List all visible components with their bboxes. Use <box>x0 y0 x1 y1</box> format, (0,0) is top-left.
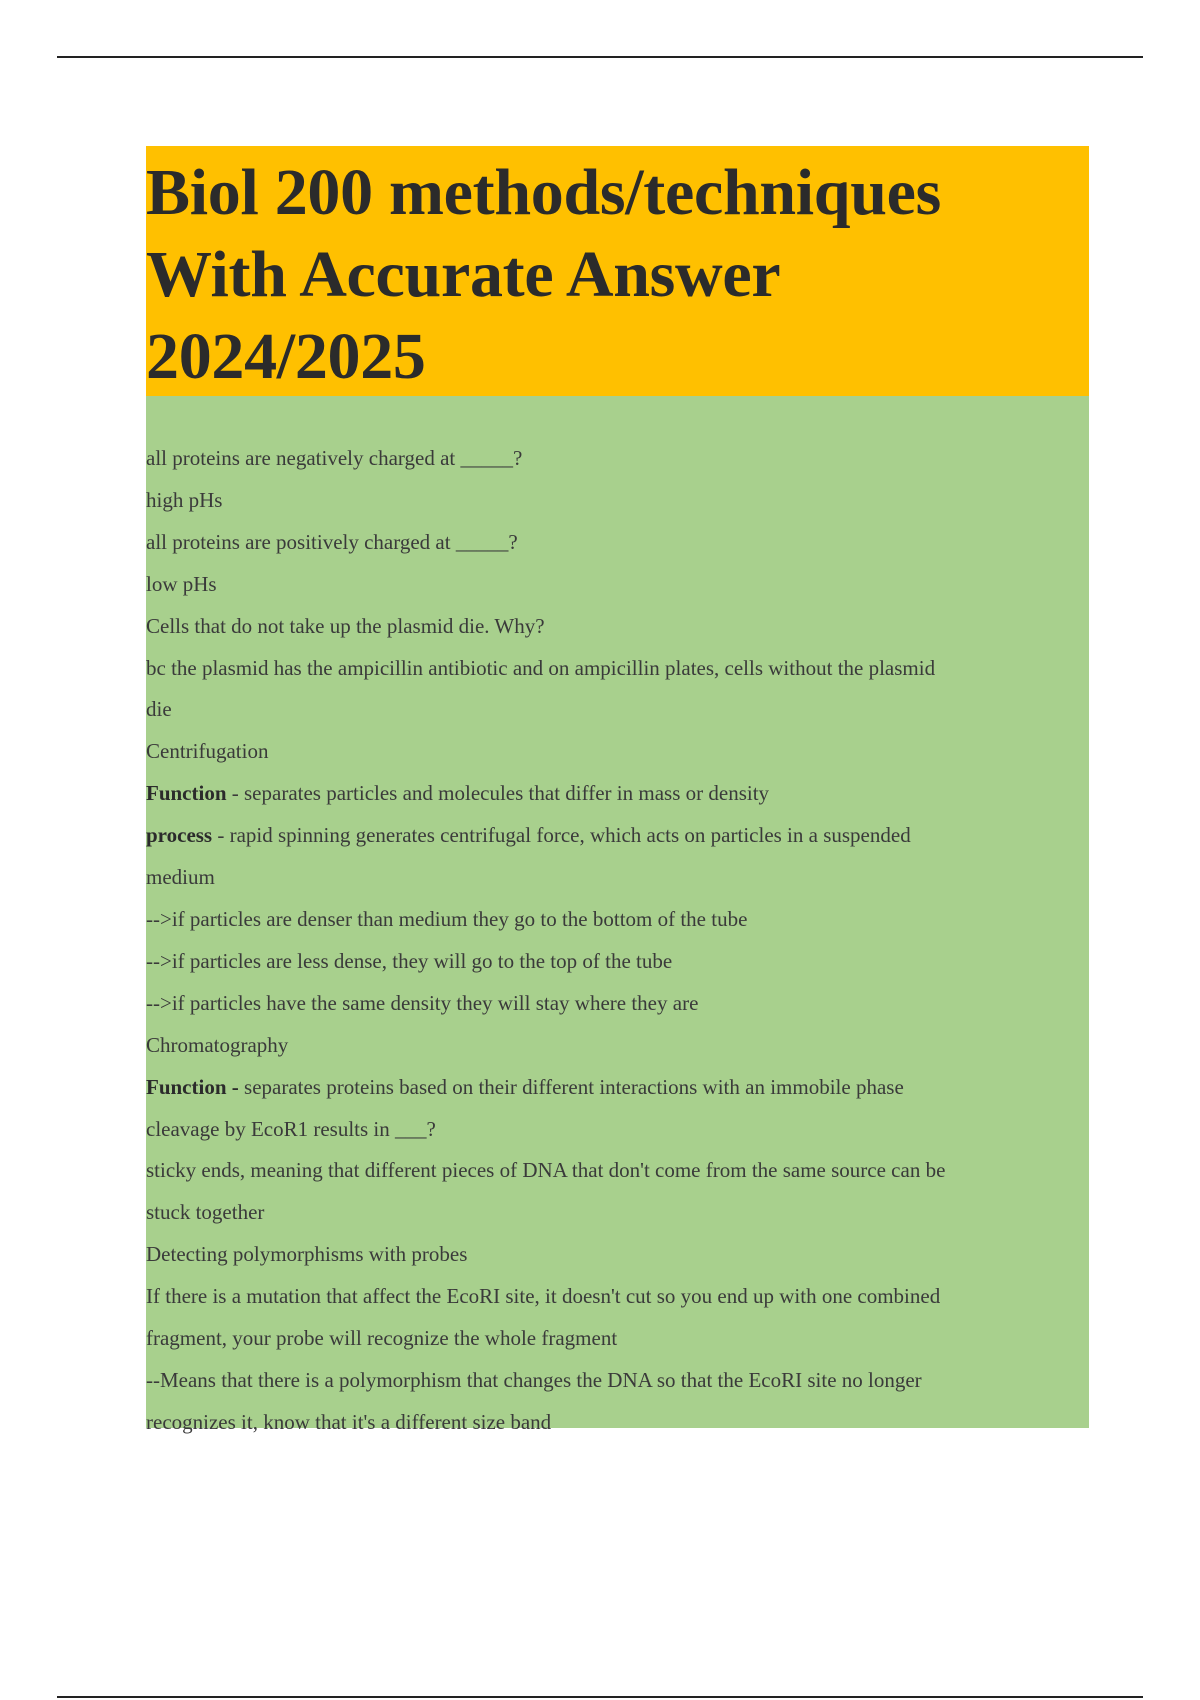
term-label: process <box>146 823 213 848</box>
content-line <box>146 815 1089 857</box>
content-line: recognizes it, know that it's a different size band <box>146 1409 552 1434</box>
content-line: Chromatography <box>146 1032 289 1057</box>
term-definition: - rapid spinning generates centrifugal force, which acts on particles in a suspended <box>212 823 911 848</box>
term-definition: separates proteins based on their different interactions with an immobile phase <box>238 1074 904 1099</box>
content-line: all proteins are positively charged at _____? <box>146 529 518 554</box>
content-line <box>146 773 1089 815</box>
content-line: Centrifugation <box>146 739 269 764</box>
content-line: cleavage by EcoR1 results in ___? <box>146 1116 436 1141</box>
study-content <box>146 396 1089 1434</box>
content-line: low pHs <box>146 571 217 596</box>
term-definition: - separates particles and molecules that differ in mass or density <box>226 781 770 806</box>
title-line: With Accurate Answer <box>146 238 781 311</box>
bottom-rule <box>57 1696 1143 1698</box>
term-label: Function <box>146 781 227 806</box>
content-line: high pHs <box>146 487 223 512</box>
content-line: medium <box>146 865 215 890</box>
content-line: bc the plasmid has the ampicillin antibiotic and on ampicillin plates, cells without the plasmid <box>146 655 936 680</box>
content-line: stuck together <box>146 1200 265 1225</box>
content-line: -->if particles are less dense, they will go to the top of the tube <box>146 948 673 973</box>
title-line: 2024/2025 <box>146 320 426 393</box>
term-label: Function - <box>146 1074 239 1099</box>
content-line: all proteins are negatively charged at _____? <box>146 446 523 470</box>
content-line: --Means that there is a polymorphism that changes the DNA so that the EcoRI site no longer <box>146 1367 922 1392</box>
content-line: fragment, your probe will recognize the whole fragment <box>146 1326 618 1351</box>
content-line: sticky ends, meaning that different pieces of DNA that don't come from the same source can be <box>146 1158 946 1183</box>
content-line: If there is a mutation that affect the EcoRI site, it doesn't cut so you end up with one combined <box>146 1284 941 1309</box>
top-rule <box>57 56 1143 58</box>
content-line <box>146 1067 1089 1109</box>
content-line: die <box>146 697 172 722</box>
title-line: Biol 200 methods/techniques <box>146 156 941 229</box>
content-line: -->if particles are denser than medium they go to the bottom of the tube <box>146 906 748 931</box>
content-line: Detecting polymorphisms with probes <box>146 1242 468 1267</box>
document-title <box>146 152 1089 398</box>
content-line: Cells that do not take up the plasmid die. Why? <box>146 613 545 638</box>
title-banner <box>146 146 1089 396</box>
content-line: -->if particles have the same density they will stay where they are <box>146 990 699 1015</box>
